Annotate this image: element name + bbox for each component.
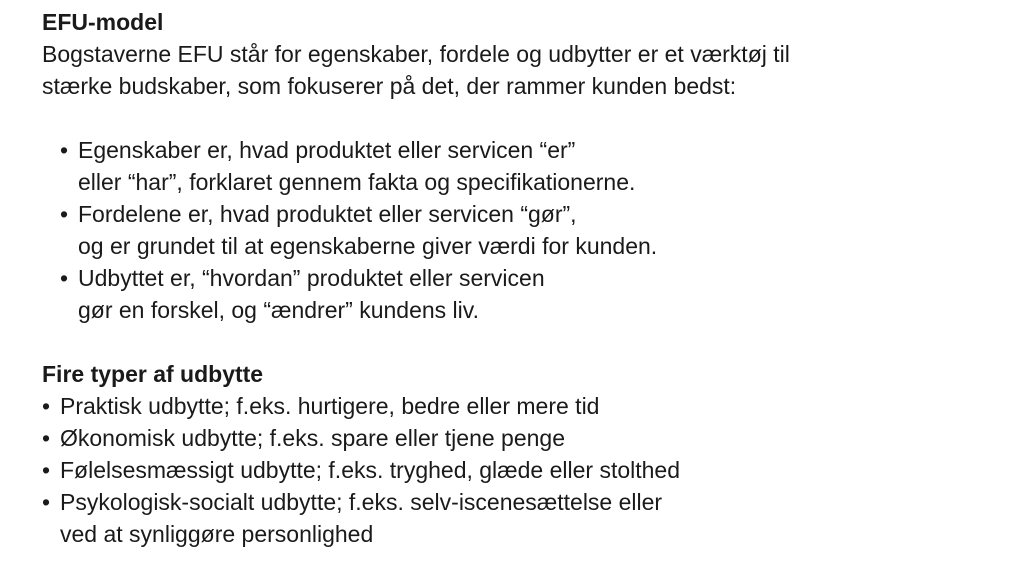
list-item-line: • Fordelene er, hvad produktet eller servicen “gør”,	[78, 201, 577, 227]
efu-section	[42, 6, 1029, 326]
efu-intro	[42, 38, 1029, 102]
list-item-line: • Praktisk udbytte; f.eks. hurtigere, bedre eller mere tid	[60, 393, 600, 419]
efu-list-item-egenskaber	[60, 134, 1029, 198]
udbytte-item-psykologisk-socialt	[42, 486, 1029, 550]
spacer	[42, 326, 1029, 358]
udbytte-list	[42, 390, 1029, 550]
efu-list-item-udbytte	[60, 262, 1029, 326]
udbytte-heading: Fire typer af udbytte	[42, 361, 264, 387]
efu-intro-line: Bogstaverne EFU står for egenskaber, fordele og udbytter er et værktøj til	[42, 41, 790, 67]
udbytte-section	[42, 358, 1029, 550]
list-item-line: • Økonomisk udbytte; f.eks. spare eller tjene penge	[60, 425, 566, 451]
list-item-line: ved at synliggøre personlighed	[60, 521, 374, 547]
efu-heading: EFU-model	[42, 9, 164, 35]
efu-list-item-fordele	[60, 198, 1029, 262]
list-item-line: • Udbyttet er, “hvordan” produktet eller servicen	[78, 265, 545, 291]
list-item-line: • Psykologisk-socialt udbytte; f.eks. selv-iscenesættelse eller	[60, 489, 663, 515]
list-item-line: eller “har”, forklaret gennem fakta og specifikationerne.	[78, 169, 636, 195]
spacer	[42, 102, 1029, 134]
efu-intro-line: stærke budskaber, som fokuserer på det, der rammer kunden bedst:	[42, 73, 737, 99]
udbytte-item-folelsesmaessigt	[42, 454, 1029, 486]
list-item-line: gør en forskel, og “ændrer” kundens liv.	[78, 297, 479, 323]
udbytte-item-okonomisk	[42, 422, 1029, 454]
list-item-line: • Egenskaber er, hvad produktet eller servicen “er”	[78, 137, 576, 163]
udbytte-item-praktisk	[42, 390, 1029, 422]
list-item-line: • Følelsesmæssigt udbytte; f.eks. tryghed, glæde eller stolthed	[60, 457, 681, 483]
list-item-line: og er grundet til at egenskaberne giver værdi for kunden.	[78, 233, 658, 259]
efu-list	[42, 134, 1029, 326]
